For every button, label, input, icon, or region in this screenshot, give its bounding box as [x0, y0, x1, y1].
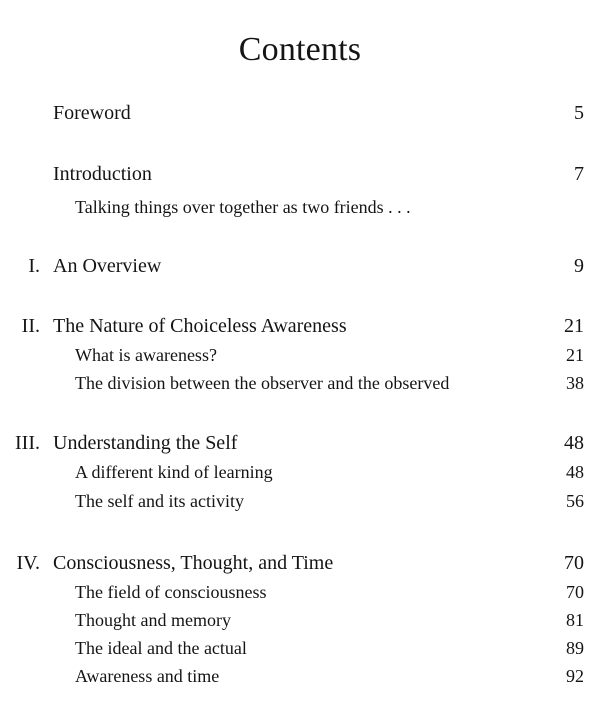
- toc-page-number: 9: [574, 255, 584, 277]
- toc-page-number: 5: [574, 102, 584, 124]
- toc-entry-label: Foreword: [53, 102, 131, 124]
- section-title: The ideal and the actual: [75, 638, 247, 658]
- chapter-title: The Nature of Choiceless Awareness: [53, 315, 347, 337]
- chapter-title: Understanding the Self: [53, 432, 238, 454]
- toc-page-number: 48: [564, 432, 584, 454]
- chapter-numeral: IV.: [16, 552, 40, 574]
- chapter-title: An Overview: [53, 255, 162, 277]
- page-title: Contents: [238, 31, 362, 68]
- toc-page-number: 89: [566, 638, 584, 658]
- section-title: The self and its activity: [75, 491, 244, 511]
- section-title: The field of consciousness: [75, 582, 267, 602]
- chapter-title: Consciousness, Thought, and Time: [53, 552, 334, 574]
- toc-page-number: 81: [566, 610, 584, 630]
- toc-page-number: 48: [566, 462, 584, 482]
- section-title: The division between the observer and the observed: [75, 373, 450, 393]
- section-title: What is awareness?: [75, 345, 217, 365]
- toc-page-number: 92: [566, 666, 584, 686]
- toc-page-number: 56: [566, 491, 584, 511]
- section-title: Awareness and time: [75, 666, 220, 686]
- toc-page-number: 7: [574, 163, 584, 185]
- toc-page-number: 38: [566, 373, 584, 393]
- toc-page-number: 21: [564, 315, 584, 337]
- toc-page-number: 70: [564, 552, 584, 574]
- toc-entry-label: Introduction: [53, 163, 152, 185]
- section-title: A different kind of learning: [75, 462, 273, 482]
- toc-page-number: 70: [566, 582, 584, 602]
- toc-page-number: 21: [566, 345, 584, 365]
- chapter-numeral: III.: [15, 432, 40, 454]
- chapter-numeral: I.: [28, 255, 40, 277]
- section-title: Thought and memory: [75, 610, 231, 630]
- chapter-numeral: II.: [21, 315, 40, 337]
- toc-subtitle-label: Talking things over together as two friends . . .: [75, 197, 411, 217]
